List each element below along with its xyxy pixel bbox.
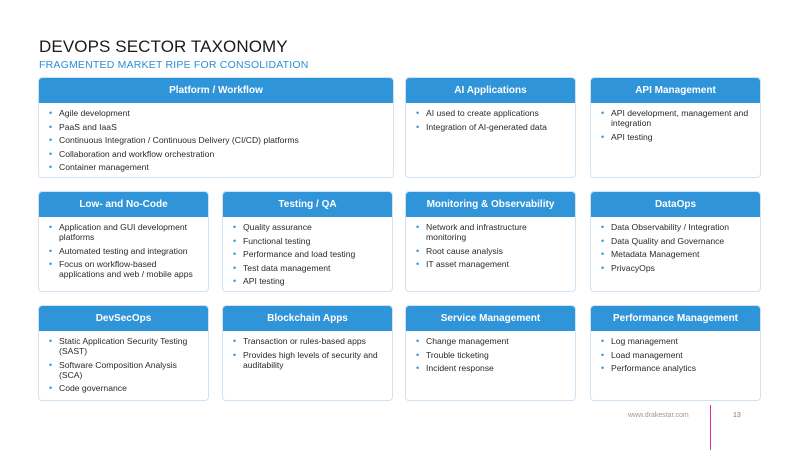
card-list: [591, 103, 760, 142]
list-item: • PaaS and IaaS: [49, 122, 385, 132]
list-item: • Continuous Integration / Continuous Delivery (CI/CD) platforms: [49, 135, 385, 145]
card-api-management: [590, 77, 761, 178]
card-list: [39, 217, 208, 279]
card-devsecops: [38, 305, 209, 401]
list-item: • API testing: [601, 132, 752, 142]
list-item: • Incident response: [416, 363, 567, 373]
list-item: • API development, management and integration: [601, 108, 752, 128]
card-testing-qa: [222, 191, 393, 292]
card-low-no-code: [38, 191, 209, 292]
card-list: [39, 103, 393, 172]
list-item: • Integration of AI-generated data: [416, 122, 567, 132]
list-item: • Data Observability / Integration: [601, 222, 752, 232]
list-item: • Network and infrastructure monitoring: [416, 222, 567, 242]
list-item: • Automated testing and integration: [49, 246, 200, 256]
list-item: • Static Application Security Testing (SAST): [49, 336, 200, 356]
list-item: • Software Composition Analysis (SCA): [49, 360, 200, 380]
card-title: Blockchain Apps: [223, 306, 392, 331]
list-item: • Quality assurance: [233, 222, 384, 232]
card-title: AI Applications: [406, 78, 575, 103]
page-subtitle: FRAGMENTED MARKET RIPE FOR CONSOLIDATION: [39, 59, 309, 71]
card-list: [406, 331, 575, 373]
list-item: • PrivacyOps: [601, 263, 752, 273]
card-list: [406, 217, 575, 269]
card-list: [591, 331, 760, 373]
list-item: • Transaction or rules-based apps: [233, 336, 384, 346]
card-list: [39, 331, 208, 393]
card-blockchain-apps: [222, 305, 393, 401]
list-item: • Application and GUI development platforms: [49, 222, 200, 242]
page-title: DEVOPS SECTOR TAXONOMY: [39, 37, 288, 56]
card-list: [591, 217, 760, 273]
card-dataops: [590, 191, 761, 292]
list-item: • Container management: [49, 162, 385, 172]
list-item: • Performance and load testing: [233, 249, 384, 259]
list-item: • Test data management: [233, 263, 384, 273]
list-item: • Change management: [416, 336, 567, 346]
footer-url[interactable]: www.drakestar.com: [628, 412, 689, 419]
card-list: [406, 103, 575, 132]
list-item: • Focus on workflow-based applications and web / mobile apps: [49, 259, 200, 279]
list-item: • Trouble ticketing: [416, 350, 567, 360]
card-title: DataOps: [591, 192, 760, 217]
card-monitoring-observability: [405, 191, 576, 292]
card-title: DevSecOps: [39, 306, 208, 331]
list-item: • Performance analytics: [601, 363, 752, 373]
list-item: • API testing: [233, 276, 384, 286]
list-item: • Collaboration and workflow orchestration: [49, 149, 385, 159]
list-item: • Functional testing: [233, 236, 384, 246]
card-title: Platform / Workflow: [39, 78, 393, 103]
page-number: 13: [733, 412, 741, 419]
list-item: • Root cause analysis: [416, 246, 567, 256]
list-item: • AI used to create applications: [416, 108, 567, 118]
card-list: [223, 331, 392, 370]
list-item: • Agile development: [49, 108, 385, 118]
list-item: • Code governance: [49, 383, 200, 393]
list-item: • Provides high levels of security and auditability: [233, 350, 384, 370]
card-performance-management: [590, 305, 761, 401]
card-title: Low- and No-Code: [39, 192, 208, 217]
list-item: • Log management: [601, 336, 752, 346]
list-item: • IT asset management: [416, 259, 567, 269]
list-item: • Load management: [601, 350, 752, 360]
list-item: • Metadata Management: [601, 249, 752, 259]
card-platform-workflow: [38, 77, 394, 178]
card-title: API Management: [591, 78, 760, 103]
card-ai-applications: [405, 77, 576, 178]
footer-divider: [710, 405, 711, 450]
card-service-management: [405, 305, 576, 401]
card-title: Service Management: [406, 306, 575, 331]
card-title: Testing / QA: [223, 192, 392, 217]
card-list: [223, 217, 392, 286]
card-title: Monitoring & Observability: [406, 192, 575, 217]
list-item: • Data Quality and Governance: [601, 236, 752, 246]
card-title: Performance Management: [591, 306, 760, 331]
